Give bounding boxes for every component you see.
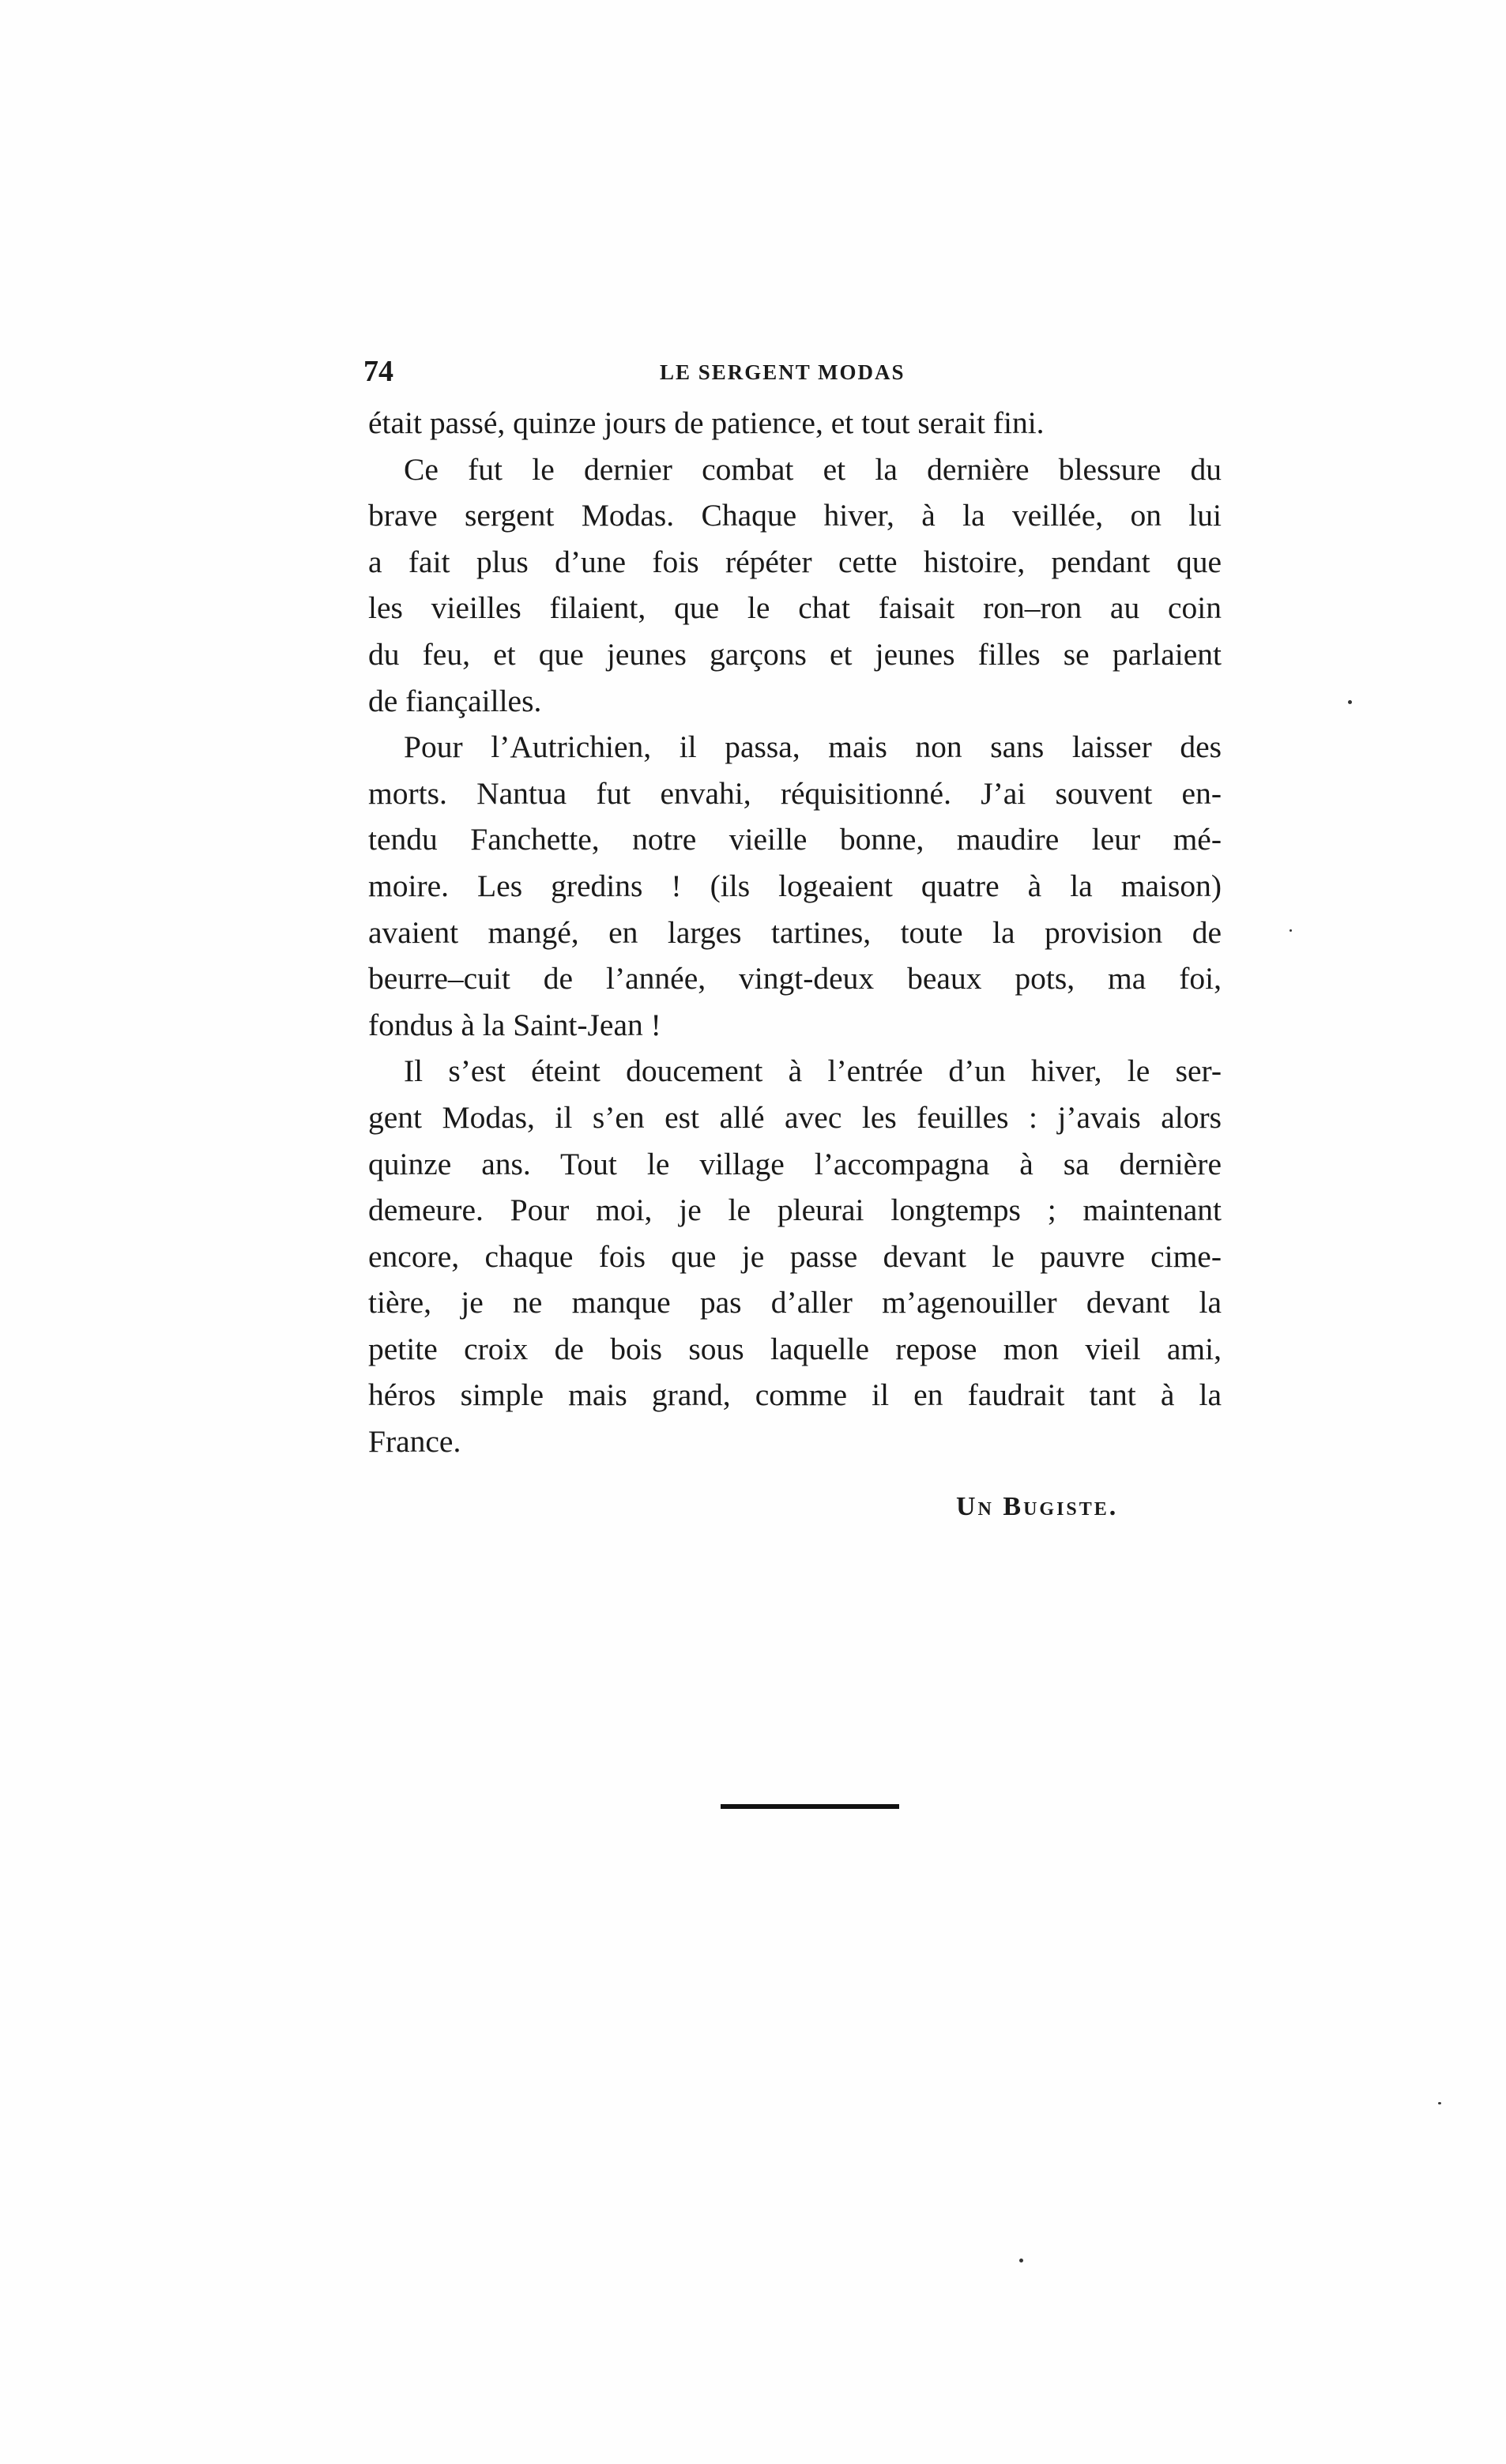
text-line: morts. Nantua fut envahi, réquisitionné. J’ai souvent en- (368, 775, 1222, 811)
paragraph-1 (368, 400, 1222, 446)
scan-speck (1438, 2102, 1441, 2104)
text-line: a fait plus d’une fois répéter cette histoire, pendant que (368, 544, 1222, 579)
page-number: 74 (363, 355, 393, 388)
paragraph-4 (368, 1048, 1222, 1464)
text-line: encore, chaque fois que je passe devant le pauvre cime- (368, 1238, 1222, 1274)
text-line: petite croix de bois sous laquelle repose mon vieil ami, (368, 1331, 1222, 1366)
text-line: brave sergent Modas. Chaque hiver, à la veillée, on lui (368, 498, 1222, 533)
text-line: beurre–cuit de l’année, vingt-deux beaux pots, ma foi, (368, 961, 1222, 997)
text-line: héros simple mais grand, comme il en faudrait tant à la (368, 1377, 1222, 1413)
text-line: tendu Fanchette, notre vieille bonne, maudire leur mé- (368, 822, 1222, 857)
scan-speck (1290, 929, 1292, 932)
text-line: fondus à la Saint-Jean ! (368, 1007, 661, 1042)
running-title: LE SERGENT MODAS (660, 360, 905, 384)
text-line: avaient mangé, en larges tartines, toute la provision de (368, 914, 1222, 950)
text-line: était passé, quinze jours de patience, et tout serait fini. (368, 405, 1045, 440)
text-line: quinze ans. Tout le village l’accompagna à sa dernière (368, 1146, 1222, 1181)
text-line: tière, je ne manque pas d’aller m’agenouiller devant la (368, 1285, 1222, 1321)
text-line: demeure. Pour moi, je le pleurai longtemps ; maintenant (368, 1192, 1222, 1228)
text-line: Ce fut le dernier combat et la dernière blessure du (404, 451, 1222, 487)
scan-speck (1019, 2259, 1023, 2262)
text-line: Il s’est éteint doucement à l’entrée d’un hiver, le ser- (404, 1053, 1222, 1089)
text-line: de fiançailles. (368, 683, 542, 718)
running-header (363, 354, 1225, 394)
text-line: du feu, et que jeunes garçons et jeunes filles se parlaient (368, 636, 1222, 672)
text-line: gent Modas, il s’en est allé avec les feuilles : j’avais alors (368, 1099, 1222, 1135)
body-text (368, 400, 1222, 1465)
scan-speck (1348, 700, 1352, 704)
paragraph-3 (368, 724, 1222, 1048)
paragraph-2 (368, 446, 1222, 725)
signature: Un Bugiste. (956, 1492, 1119, 1521)
text-line: les vieilles filaient, que le chat faisait ron–ron au coin (368, 590, 1222, 626)
text-line: Pour l’Autrichien, il passa, mais non sans laisser des (404, 729, 1222, 765)
text-line: France. (368, 1424, 461, 1460)
end-rule (721, 1804, 899, 1809)
text-line: moire. Les gredins ! (ils logeaient quatre à la maison) (368, 868, 1222, 903)
